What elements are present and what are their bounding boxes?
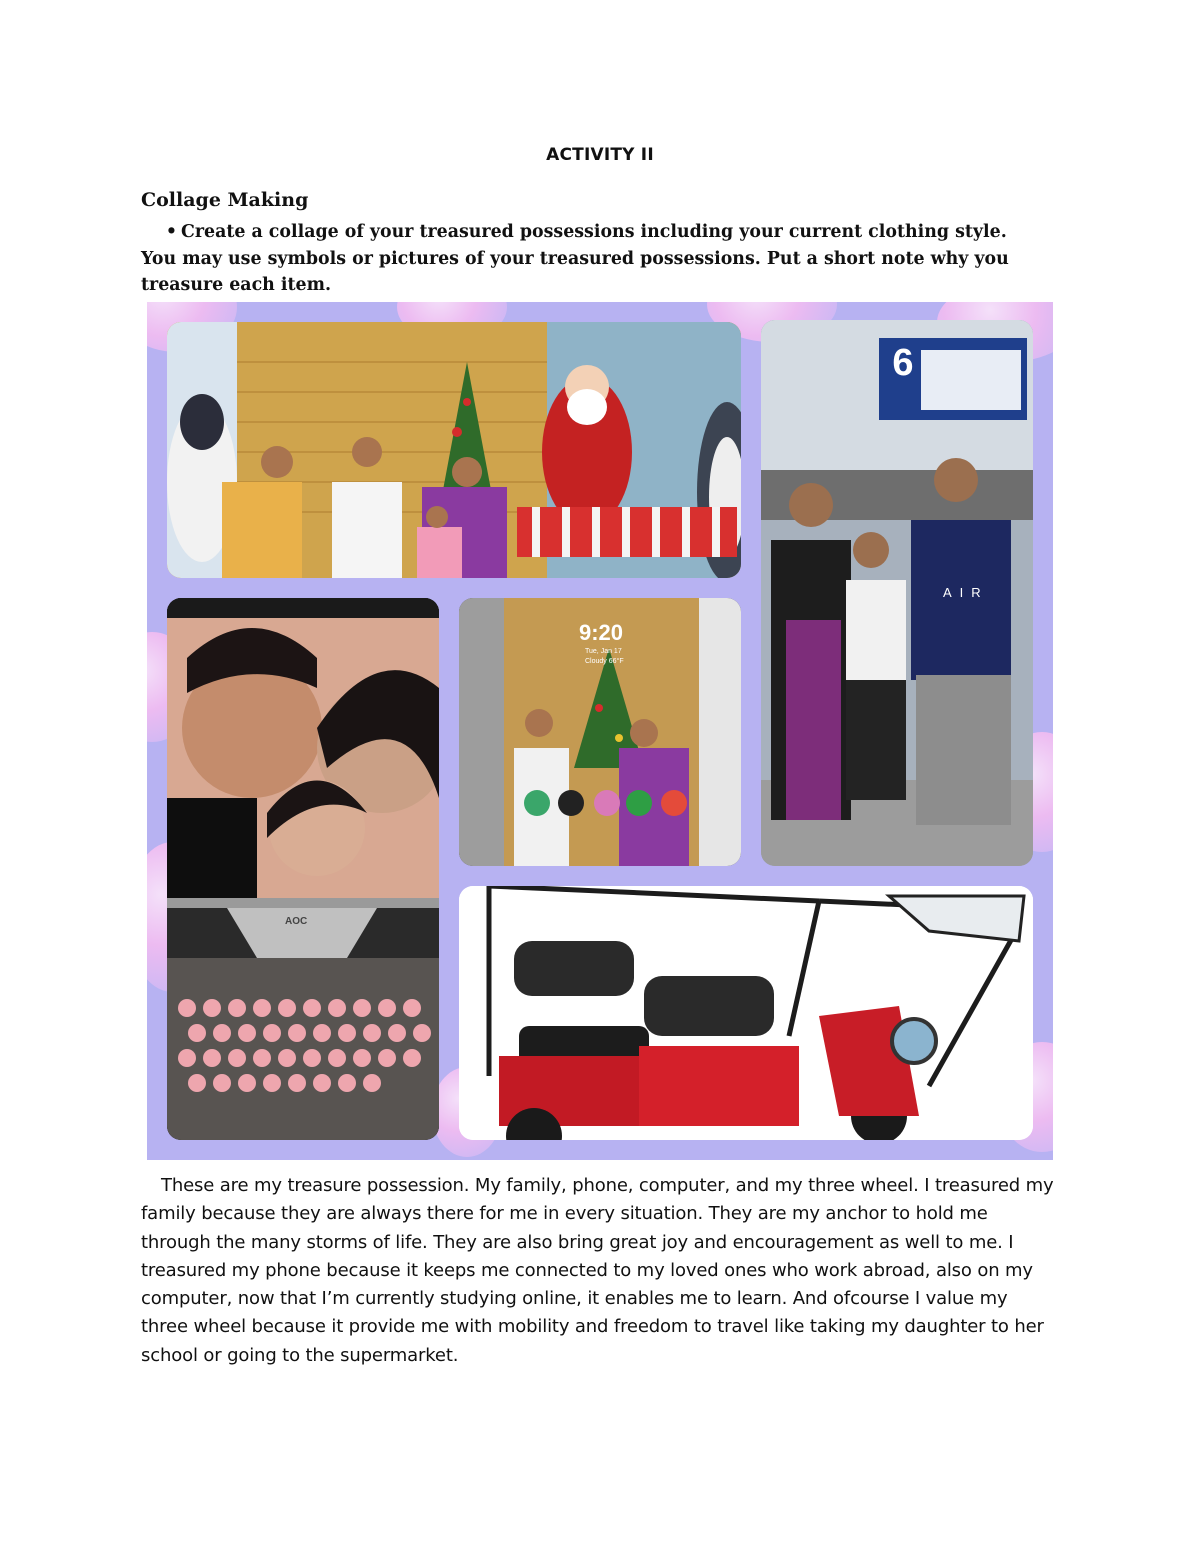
activity-heading: ACTIVITY II — [546, 145, 654, 165]
family-christmas-photo — [167, 322, 741, 578]
explanation-paragraph — [141, 1172, 1056, 1370]
three-wheel-photo — [459, 886, 1033, 1140]
phone-photo — [459, 598, 741, 866]
section-title: Collage Making — [141, 189, 309, 211]
phone-date: Tue, Jan 17 — [585, 648, 622, 655]
bullet-icon: • — [165, 222, 177, 242]
instruction-text — [141, 219, 1046, 299]
instruction-body: Create a collage of your treasured possessions including your current clothing style. You may use symbols or pictures of your treasured possessions. Put a short note why you treasure each item. — [141, 222, 1009, 295]
computer-photo — [167, 598, 439, 1140]
phone-weather: Cloudy 66°F — [585, 658, 624, 665]
station-platform-sign: 6 — [892, 342, 914, 384]
phone-clock: 9:20 — [579, 620, 624, 645]
travel-family-photo — [761, 320, 1033, 866]
collage — [147, 302, 1053, 1160]
shirt-print: AIR — [943, 585, 989, 600]
paragraph-body: These are my treasure possession. My family, phone, computer, and my three wheel. I treasured my family because they are always there for me in every situation. They are my anchor to hold me through the many storms of life. They are also bring great joy and encouragement as well to me. I treasured my phone because it keeps me connected to my loved ones who work abroad, also on my computer, now that I’m currently studying online, it enables me to learn. And ofcourse I value my three wheel because it provide me with mobility and freedom to travel like taking my daughter to her school or going to the supermarket. — [141, 1175, 1054, 1366]
monitor-brand: AOC — [285, 916, 308, 927]
